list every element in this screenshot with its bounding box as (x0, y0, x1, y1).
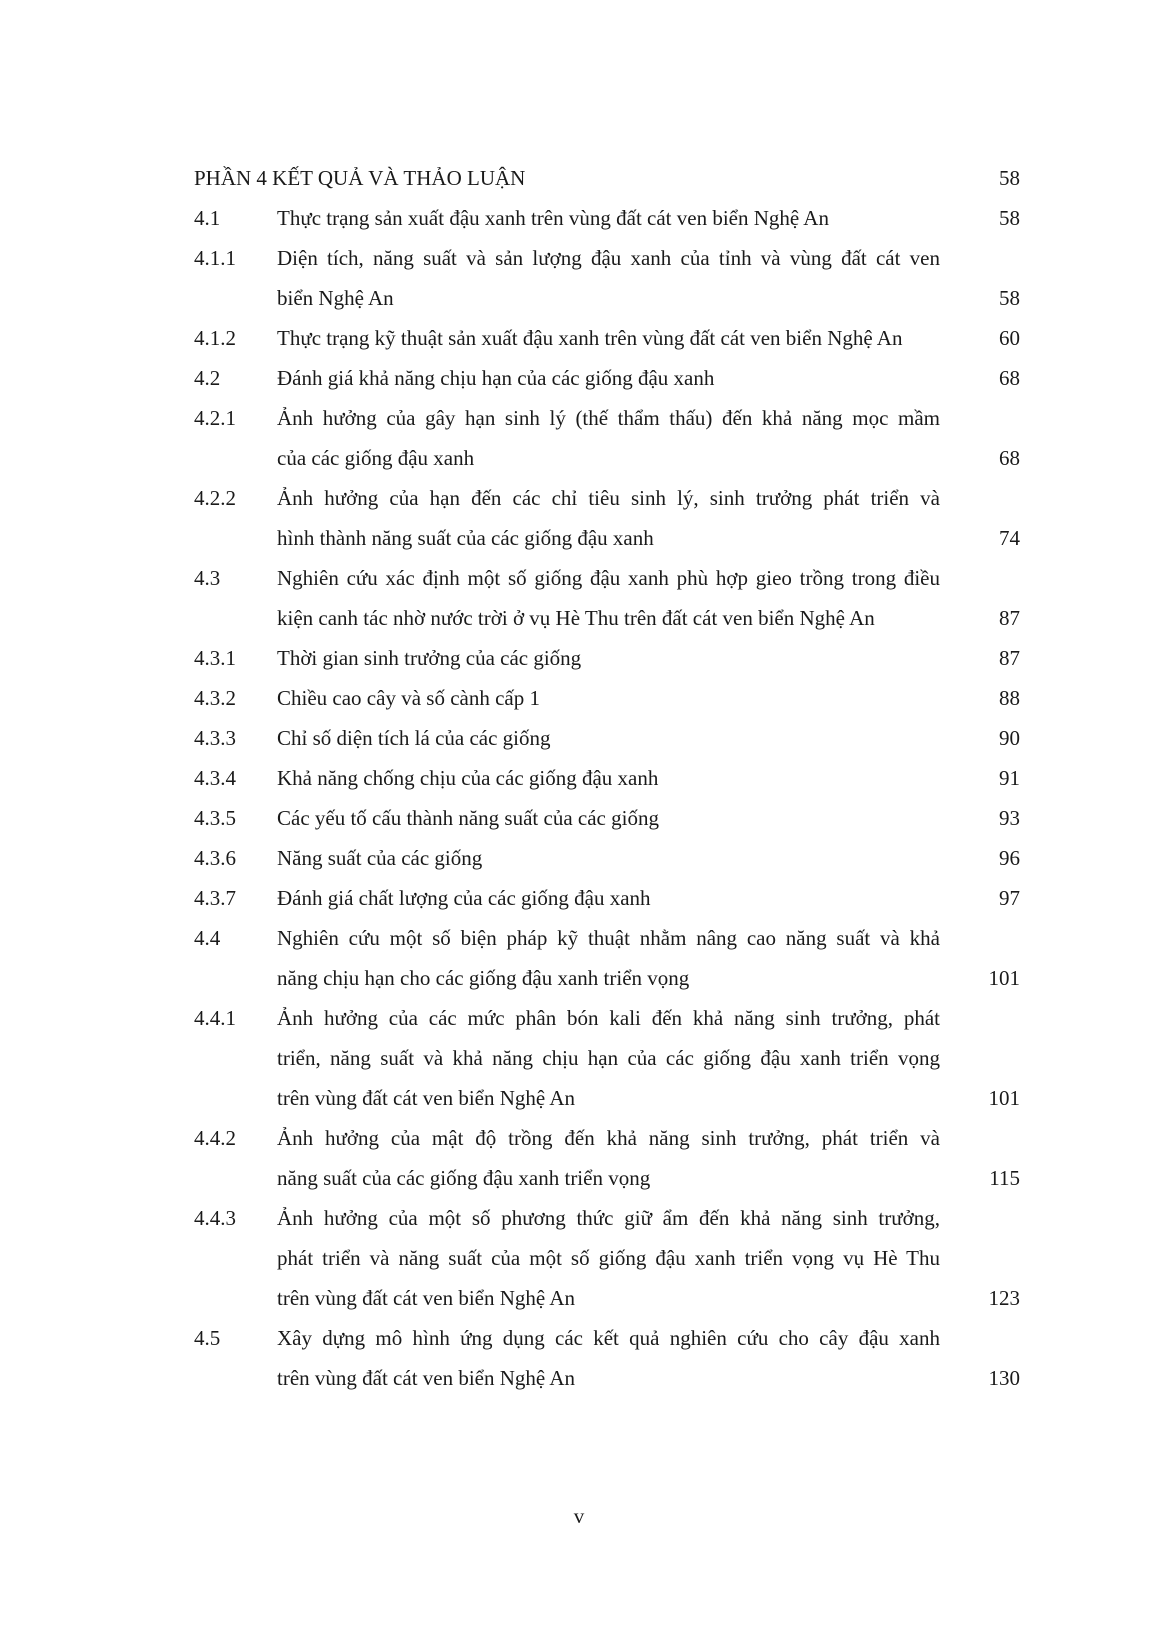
toc-entry (194, 798, 1020, 838)
toc-entry (194, 198, 1020, 238)
section-heading-page: 58 (999, 166, 1020, 190)
toc-entry-line (277, 878, 1020, 918)
toc-entry-number: 4.5 (194, 1326, 221, 1350)
toc-entry (194, 718, 1020, 758)
toc-entry-body (277, 798, 1020, 838)
toc-entry-number: 4.1 (194, 206, 221, 230)
toc-entry-page-number: 74 (999, 526, 1020, 550)
toc-entry (194, 1198, 1020, 1318)
toc-entry-body (277, 678, 1020, 718)
toc-entry-page-number: 93 (999, 806, 1020, 830)
toc-entry-page-number: 101 (988, 1086, 1020, 1110)
toc-entry (194, 558, 1020, 638)
toc-entry-title-text: Nghiên cứu một số biện pháp kỹ thuật nhằm nâng cao năng suất và khả (277, 926, 940, 950)
toc-entry (194, 838, 1020, 878)
toc-entry-number: 4.1.2 (194, 326, 236, 350)
toc-entry-line (277, 958, 1020, 998)
toc-entry-page-number: 97 (999, 886, 1020, 910)
toc-entry-line (277, 558, 1020, 598)
toc-entry-title-text: Ảnh hưởng của các mức phân bón kali đến khả năng sinh trưởng, phát (277, 1006, 940, 1030)
toc-entry (194, 678, 1020, 718)
toc-entry-line (277, 678, 1020, 718)
toc-entry-body (277, 198, 1020, 238)
toc-entry-line (277, 1038, 1020, 1078)
toc-entry-line (277, 1358, 1020, 1398)
toc-entry-number: 4.3.4 (194, 766, 236, 790)
toc-entry-line (277, 238, 1020, 278)
toc-entry-page-number: 101 (988, 966, 1020, 990)
toc-entry-number: 4.4.1 (194, 1006, 236, 1030)
toc-entry-line (277, 918, 1020, 958)
toc-entry-number: 4.4.2 (194, 1126, 236, 1150)
toc-entry-title-text: năng chịu hạn cho các giống đậu xanh triển vọng (277, 966, 690, 990)
toc-entry (194, 758, 1020, 798)
toc-entry-line (277, 278, 1020, 318)
toc-section-heading (194, 158, 1020, 198)
toc-entry-line (277, 478, 1020, 518)
toc-entry-body (277, 758, 1020, 798)
toc-entry-line (277, 1238, 1020, 1278)
toc-entry (194, 1318, 1020, 1398)
toc-entry-body (277, 918, 1020, 998)
table-of-contents (194, 158, 1020, 1398)
toc-entry-page-number: 87 (999, 646, 1020, 670)
toc-entry-page-number: 91 (999, 766, 1020, 790)
toc-entry-number: 4.3.2 (194, 686, 236, 710)
toc-entry-title-text: Nghiên cứu xác định một số giống đậu xanh phù hợp gieo trồng trong điều (277, 566, 940, 590)
toc-entry-number: 4.2.1 (194, 406, 236, 430)
toc-entry-title-text: Ảnh hưởng của mật độ trồng đến khả năng sinh trưởng, phát triển và (277, 1126, 940, 1150)
toc-entry-line (277, 358, 1020, 398)
toc-entry-title-text: trên vùng đất cát ven biển Nghệ An (277, 1086, 575, 1110)
toc-entry-page-number: 115 (989, 1166, 1020, 1190)
toc-entry-line (277, 598, 1020, 638)
toc-entry-title-text: Các yếu tố cấu thành năng suất của các giống (277, 806, 659, 830)
toc-entry-page-number: 68 (999, 446, 1020, 470)
toc-entry-number: 4.3.6 (194, 846, 236, 870)
toc-entry-body (277, 478, 1020, 558)
toc-entry-body (277, 1118, 1020, 1198)
toc-entry-number: 4.4 (194, 926, 221, 950)
toc-entry-body (277, 238, 1020, 318)
toc-entry (194, 918, 1020, 998)
toc-entry-body (277, 1198, 1020, 1318)
toc-entry-title-text: triển, năng suất và khả năng chịu hạn của các giống đậu xanh triển vọng (277, 1046, 940, 1070)
toc-entry-title-text: biển Nghệ An (277, 286, 394, 310)
toc-entry-number: 4.3.3 (194, 726, 236, 750)
toc-entry-number: 4.1.1 (194, 246, 236, 270)
toc-entry-title-text: Ảnh hưởng của một số phương thức giữ ẩm đến khả năng sinh trưởng, (277, 1206, 940, 1230)
toc-entry-line (277, 318, 1020, 358)
toc-entry-line (277, 758, 1020, 798)
toc-entry-body (277, 638, 1020, 678)
toc-entry-line (277, 1318, 1020, 1358)
toc-entry-body (277, 1318, 1020, 1398)
toc-entry-body (277, 558, 1020, 638)
toc-entry-page-number: 68 (999, 366, 1020, 390)
section-heading-title: PHẦN 4 KẾT QUẢ VÀ THẢO LUẬN (194, 166, 526, 190)
page-number-footer: v (573, 1504, 585, 1528)
toc-entry-body (277, 718, 1020, 758)
toc-entry-title-text: Thời gian sinh trưởng của các giống (277, 646, 582, 670)
toc-entry-page-number: 96 (999, 846, 1020, 870)
toc-entry-page-number: 60 (999, 326, 1020, 350)
toc-entry-title-text: Ảnh hưởng của gây hạn sinh lý (thế thẩm thấu) đến khả năng mọc mầm (277, 406, 940, 430)
toc-entry (194, 998, 1020, 1118)
toc-entry (194, 638, 1020, 678)
toc-entry-number: 4.3 (194, 566, 221, 590)
toc-entry-title-text: trên vùng đất cát ven biển Nghệ An (277, 1366, 575, 1390)
toc-entry-number: 4.4.3 (194, 1206, 236, 1230)
toc-entry-line (277, 718, 1020, 758)
toc-entry-page-number: 90 (999, 726, 1020, 750)
toc-entry-number: 4.3.1 (194, 646, 236, 670)
toc-entry (194, 238, 1020, 318)
toc-entry-title-text: Chiều cao cây và số cành cấp 1 (277, 686, 540, 710)
toc-entry-title-text: hình thành năng suất của các giống đậu xanh (277, 526, 654, 550)
toc-entry-body (277, 838, 1020, 878)
toc-entry-line (277, 1118, 1020, 1158)
toc-entry-page-number: 58 (999, 206, 1020, 230)
toc-entry-line (277, 438, 1020, 478)
toc-entry (194, 318, 1020, 358)
toc-entry-line (277, 198, 1020, 238)
toc-entry-line (277, 638, 1020, 678)
toc-entry-title-text: kiện canh tác nhờ nước trời ở vụ Hè Thu trên đất cát ven biển Nghệ An (277, 606, 875, 630)
toc-entry (194, 1118, 1020, 1198)
toc-entry-title-text: Năng suất của các giống (277, 846, 483, 870)
toc-entry-page-number: 58 (999, 286, 1020, 310)
toc-entry-title-text: của các giống đậu xanh (277, 446, 475, 470)
toc-entry (194, 358, 1020, 398)
toc-entry-body (277, 318, 1020, 358)
toc-entry-title-text: Chỉ số diện tích lá của các giống (277, 726, 551, 750)
toc-entry-body (277, 878, 1020, 918)
toc-entry-page-number: 88 (999, 686, 1020, 710)
toc-entry-title-text: trên vùng đất cát ven biển Nghệ An (277, 1286, 575, 1310)
toc-entry-number: 4.2 (194, 366, 221, 390)
toc-entry (194, 398, 1020, 478)
toc-entry-line (277, 1198, 1020, 1238)
toc-entry-line (277, 1158, 1020, 1198)
toc-entry-line (277, 798, 1020, 838)
toc-entry-body (277, 398, 1020, 478)
toc-entry-title-text: năng suất của các giống đậu xanh triển vọng (277, 1166, 651, 1190)
toc-entry-title-text: Thực trạng kỹ thuật sản xuất đậu xanh trên vùng đất cát ven biển Nghệ An (277, 326, 903, 350)
toc-entry-line (277, 1278, 1020, 1318)
toc-entry-title-text: Đánh giá chất lượng của các giống đậu xanh (277, 886, 651, 910)
toc-entry-title-text: phát triển và năng suất của một số giống đậu xanh triển vọng vụ Hè Thu (277, 1246, 940, 1270)
toc-entry-number: 4.2.2 (194, 486, 236, 510)
toc-entry-number: 4.3.5 (194, 806, 236, 830)
toc-entry-number: 4.3.7 (194, 886, 236, 910)
toc-entry-body (277, 998, 1020, 1118)
toc-entry-line (277, 518, 1020, 558)
toc-entry-title-text: Xây dựng mô hình ứng dụng các kết quả nghiên cứu cho cây đậu xanh (277, 1326, 940, 1350)
toc-entries (194, 198, 1020, 1398)
toc-entry-page-number: 87 (999, 606, 1020, 630)
toc-entry-page-number: 123 (988, 1286, 1020, 1310)
toc-entry-page-number: 130 (988, 1366, 1020, 1390)
toc-entry-line (277, 838, 1020, 878)
toc-entry-title-text: Ảnh hưởng của hạn đến các chỉ tiêu sinh lý, sinh trưởng phát triển và (277, 486, 940, 510)
toc-entry-line (277, 1078, 1020, 1118)
toc-entry-title-text: Diện tích, năng suất và sản lượng đậu xanh của tỉnh và vùng đất cát ven (277, 246, 940, 270)
toc-entry-line (277, 398, 1020, 438)
toc-entry (194, 878, 1020, 918)
toc-entry-body (277, 358, 1020, 398)
toc-entry-line (277, 998, 1020, 1038)
toc-entry-title-text: Khả năng chống chịu của các giống đậu xanh (277, 766, 659, 790)
toc-entry-title-text: Đánh giá khả năng chịu hạn của các giống đậu xanh (277, 366, 715, 390)
toc-entry-title-text: Thực trạng sản xuất đậu xanh trên vùng đất cát ven biển Nghệ An (277, 206, 829, 230)
toc-entry (194, 478, 1020, 558)
